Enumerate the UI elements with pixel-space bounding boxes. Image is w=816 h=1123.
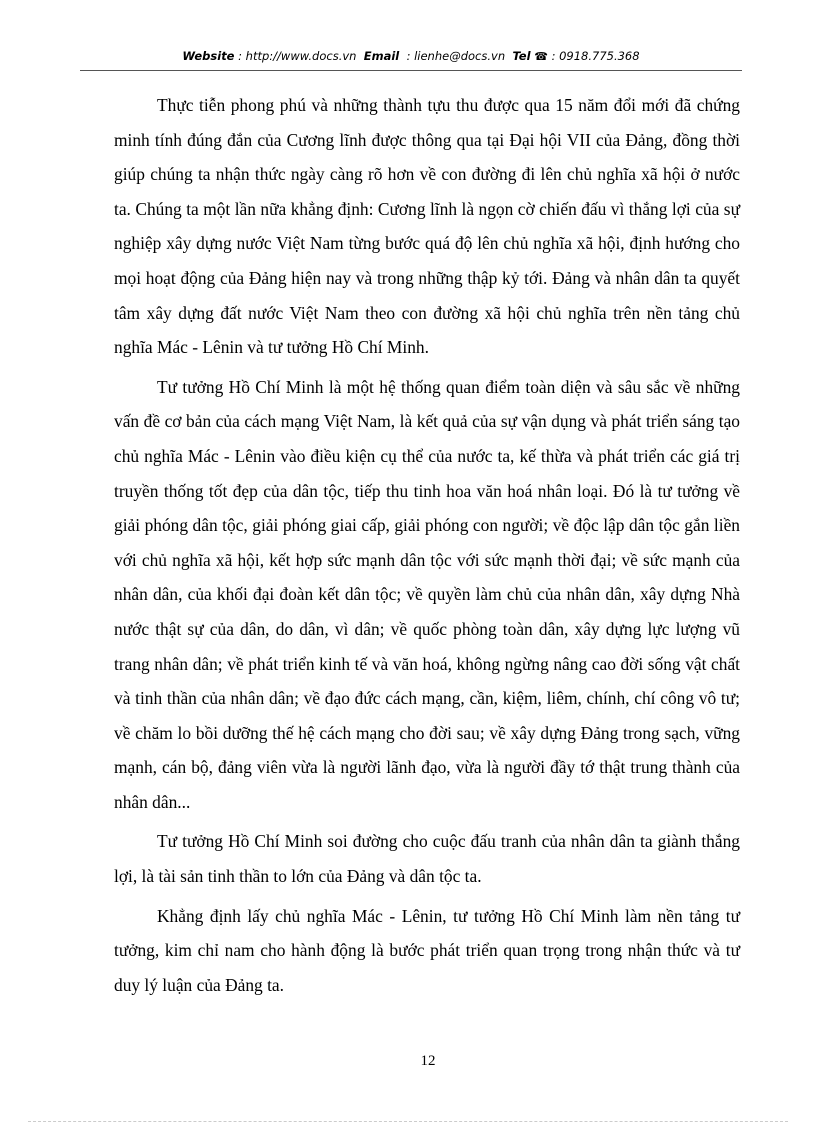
page-header: [80, 46, 742, 71]
email-address: : lienhe@docs.vn: [406, 49, 506, 63]
page-number: 12: [420, 1053, 436, 1069]
tel-label: Tel: [512, 49, 531, 63]
paragraph-1: Thực tiễn phong phú và những thành tựu thu được qua 15 năm đổi mới đã chứng minh tính đúng đắn của Cương lĩnh được thông qua tại Đại hội VII của Đảng, đồng thời giúp chúng ta nhận thức ngày càng rõ hơn về con đường đi lên chủ nghĩa xã hội ở nước ta. Chúng ta một lần nữa khẳng định: Cương lĩnh là ngọn cờ chiến đấu vì thắng lợi của sự nghiệp xây dựng nước Việt Nam từng bước quá độ lên chủ nghĩa xã hội, định hướng cho mọi hoạt động của Đảng hiện nay và trong những thập kỷ tới. Đảng và nhân dân ta quyết tâm xây dựng đất nước Việt Nam theo con đường xã hội chủ nghĩa trên nền tảng chủ nghĩa Mác - Lênin và tư tưởng Hồ Chí Minh.: [114, 95, 740, 358]
document-body: [114, 88, 740, 1007]
paragraph-4: Khẳng định lấy chủ nghĩa Mác - Lênin, tư tưởng Hồ Chí Minh làm nền tảng tư tưởng, kim chỉ nam cho hành động là bước phát triển quan trọng trong nhận thức và tư duy lý luận của Đảng ta.: [114, 905, 740, 995]
email-label: Email: [363, 49, 400, 63]
paragraph-3: Tư tưởng Hồ Chí Minh soi đường cho cuộc đấu tranh của nhân dân ta giành thắng lợi, là tài sản tinh thần to lớn của Đảng và dân tộc ta.: [114, 831, 740, 887]
phone-icon: ☎: [534, 50, 548, 63]
paragraph-2: Tư tưởng Hồ Chí Minh là một hệ thống quan điểm toàn diện và sâu sắc về những vấn đề cơ bản của cách mạng Việt Nam, là kết quả của sự vận dụng và phát triển sáng tạo chủ nghĩa Mác - Lênin vào điều kiện cụ thể của nước ta, kế thừa và phát triển các giá trị truyền thống tốt đẹp của dân tộc, tiếp thu tinh hoa văn hoá nhân loại. Đó là tư tưởng về giải phóng dân tộc, giải phóng giai cấp, giải phóng con người; về độc lập dân tộc gắn liền với chủ nghĩa xã hội, kết hợp sức mạnh dân tộc với sức mạnh thời đại; về sức mạnh của nhân dân, của khối đại đoàn kết dân tộc; về quyền làm chủ của nhân dân, xây dựng Nhà nước thật sự của dân, do dân, vì dân; về quốc phòng toàn dân, xây dựng lực lượng vũ trang nhân dân; về phát triển kinh tế và văn hoá, không ngừng nâng cao đời sống vật chất và tinh thần của nhân dân; về đạo đức cách mạng, cần, kiệm, liêm, chính, chí công vô tư; về chăm lo bồi dưỡng thế hệ cách mạng cho đời sau; về xây dựng Đảng trong sạch, vững mạnh, cán bộ, đảng viên vừa là người lãnh đạo, vừa là người đầy tớ thật trung thành của nhân dân...: [114, 376, 740, 812]
tel-number: : 0918.775.368: [551, 49, 640, 63]
website-url: : http://www.docs.vn: [238, 49, 357, 63]
website-label: Website: [182, 49, 235, 63]
footer-divider: [28, 1121, 788, 1122]
